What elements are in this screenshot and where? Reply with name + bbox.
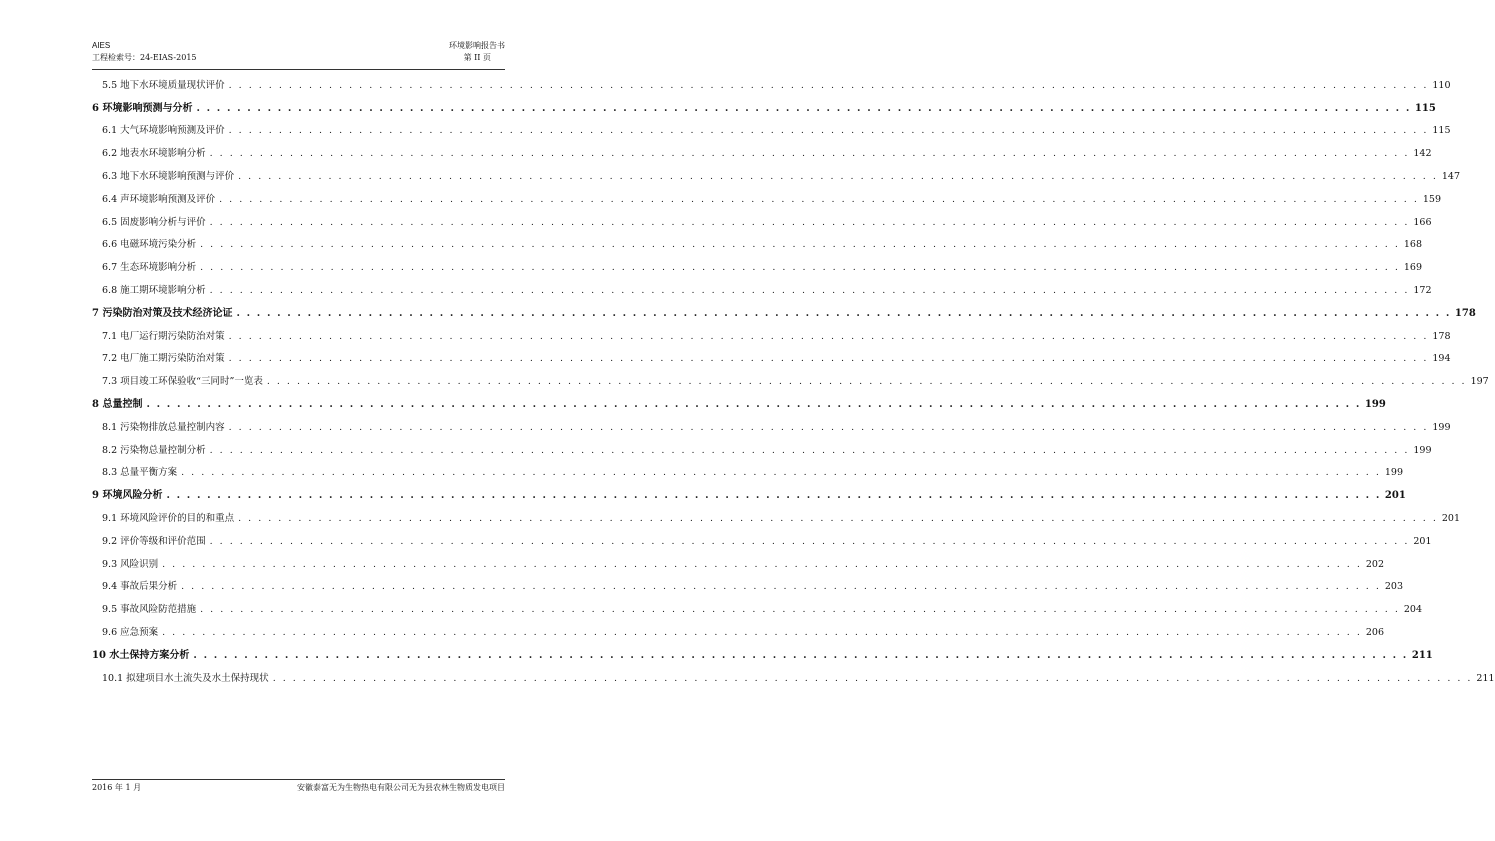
toc-entry-title: 10.1 拟建项目水土流失及水土保持现状 [102,672,269,684]
toc-section-entry[interactable] [92,319,1451,342]
toc-entry-title: 6.4 声环境影响预测及评价 [102,193,216,205]
toc-section-entry[interactable] [92,68,1451,91]
toc-dot-leader: . . . . . . . . . . . . . . . . . . . . . . . . . . . . . . . . . . . . . . . . . . . . . . . . . . . . . . . . . . . . . . . . . . . . . . . . . . . . . . . . . . . . . . . . . . . . . . . . . . . . . . . . . . . . . . . . . . . . . . . . [166,490,1381,502]
toc-dot-leader: . . . . . . . . . . . . . . . . . . . . . . . . . . . . . . . . . . . . . . . . . . . . . . . . . . . . . . . . . . . . . . . . . . . . . . . . . . . . . . . . . . . . . . . . . . . . . . . . . . . . . . . . . . . . . . . . . . . . . . . . [200,262,1400,274]
toc-entry-page: 201 [1413,535,1432,547]
toc-dot-leader: . . . . . . . . . . . . . . . . . . . . . . . . . . . . . . . . . . . . . . . . . . . . . . . . . . . . . . . . . . . . . . . . . . . . . . . . . . . . . . . . . . . . . . . . . . . . . . . . . . . . . . . . . . . . . . . . . . . . . . . . [228,421,1429,433]
toc-entry-page: 211 [1411,649,1433,661]
toc-dot-leader: . . . . . . . . . . . . . . . . . . . . . . . . . . . . . . . . . . . . . . . . . . . . . . . . . . . . . . . . . . . . . . . . . . . . . . . . . . . . . . . . . . . . . . . . . . . . . . . . . . . . . . . . . . . . . . . . . . . . . . . . [238,512,1438,524]
toc-entry-title: 8.2 污染物总量控制分析 [102,444,206,456]
toc-entry-page: 206 [1365,626,1385,638]
toc-entry-title: 10 水土保持方案分析 [92,649,190,661]
toc-dot-leader: . . . . . . . . . . . . . . . . . . . . . . . . . . . . . . . . . . . . . . . . . . . . . . . . . . . . . . . . . . . . . . . . . . . . . . . . . . . . . . . . . . . . . . . . . . . . . . . . . . . . . . . . . . . . . . . . . . . . . . . . [228,330,1429,342]
toc-entry-page: 147 [1441,170,1461,182]
toc-section-entry[interactable] [92,364,1489,388]
toc-dot-leader: . . . . . . . . . . . . . . . . . . . . . . . . . . . . . . . . . . . . . . . . . . . . . . . . . . . . . . . . . . . . . . . . . . . . . . . . . . . . . . . . . . . . . . . . . . . . . . . . . . . . . . . . . . . . . . . . . . . . . . . . [196,102,1411,114]
toc-entry-page: 201 [1441,512,1461,524]
toc-chapter-entry[interactable] [92,91,1436,114]
toc-entry-title: 7.1 电厂运行期污染防治对策 [102,330,225,342]
toc-section-entry[interactable] [92,250,1423,274]
toc-dot-leader: . . . . . . . . . . . . . . . . . . . . . . . . . . . . . . . . . . . . . . . . . . . . . . . . . . . . . . . . . . . . . . . . . . . . . . . . . . . . . . . . . . . . . . . . . . . . . . . . . . . . . . . . . . . . . . . . . . . . . . . . [236,307,1451,319]
toc-entry-page: 115 [1414,102,1436,114]
toc-entry-page: 204 [1403,604,1423,616]
toc-entry-page: 203 [1384,581,1404,593]
toc-entry-page: 201 [1384,490,1406,502]
toc-section-entry[interactable] [92,228,1423,251]
toc-dot-leader: . . . . . . . . . . . . . . . . . . . . . . . . . . . . . . . . . . . . . . . . . . . . . . . . . . . . . . . . . . . . . . . . . . . . . . . . . . . . . . . . . . . . . . . . . . . . . . . . . . . . . . . . . . . . . . . . . . . . . . . . [219,193,1419,205]
toc-entry-title: 6.1 大气环境影响预测及评价 [102,125,225,137]
footer-company: 安徽泰富无为生物热电有限公司无为县农林生物质发电项目 [297,783,505,792]
toc-entry-page: 178 [1454,307,1476,319]
footer-date: 2016 年 1 月 [92,783,142,792]
toc-dot-leader: . . . . . . . . . . . . . . . . . . . . . . . . . . . . . . . . . . . . . . . . . . . . . . . . . . . . . . . . . . . . . . . . . . . . . . . . . . . . . . . . . . . . . . . . . . . . . . . . . . . . . . . . . . . . . . . . . . . . . . . . [209,444,1410,456]
toc-section-entry[interactable] [92,524,1432,547]
page-footer [92,779,505,794]
toc-section-entry[interactable] [92,661,1495,684]
toc-entry-title: 5.5 地下水环境质量现状评价 [102,79,225,91]
toc-dot-leader: . . . . . . . . . . . . . . . . . . . . . . . . . . . . . . . . . . . . . . . . . . . . . . . . . . . . . . . . . . . . . . . . . . . . . . . . . . . . . . . . . . . . . . . . . . . . . . . . . . . . . . . . . . . . . . . . . . . . . . . . [228,79,1429,91]
toc-section-entry[interactable] [92,159,1461,182]
toc-section-entry[interactable] [92,342,1451,365]
toc-entry-page: 159 [1422,193,1442,205]
toc-dot-leader: . . . . . . . . . . . . . . . . . . . . . . . . . . . . . . . . . . . . . . . . . . . . . . . . . . . . . . . . . . . . . . . . . . . . . . . . . . . . . . . . . . . . . . . . . . . . . . . . . . . . . . . . . . . . . . . . . . . . . . . . [181,581,1381,593]
toc-dot-leader: . . . . . . . . . . . . . . . . . . . . . . . . . . . . . . . . . . . . . . . . . . . . . . . . . . . . . . . . . . . . . . . . . . . . . . . . . . . . . . . . . . . . . . . . . . . . . . . . . . . . . . . . . . . . . . . . . . . . . . . . [146,398,1361,410]
toc-section-entry[interactable] [92,592,1423,616]
toc-chapter-entry[interactable] [92,478,1406,502]
toc-section-entry[interactable] [92,273,1432,296]
toc-dot-leader: . . . . . . . . . . . . . . . . . . . . . . . . . . . . . . . . . . . . . . . . . . . . . . . . . . . . . . . . . . . . . . . . . . . . . . . . . . . . . . . . . . . . . . . . . . . . . . . . . . . . . . . . . . . . . . . . . . . . . . . . [209,216,1410,228]
toc-entry-title: 7.3 项目竣工环保验收“三同时”一览表 [102,376,263,388]
toc-chapter-entry[interactable] [92,638,1433,661]
toc-dot-leader: . . . . . . . . . . . . . . . . . . . . . . . . . . . . . . . . . . . . . . . . . . . . . . . . . . . . . . . . . . . . . . . . . . . . . . . . . . . . . . . . . . . . . . . . . . . . . . . . . . . . . . . . . . . . . . . . . . . . . . . . [266,376,1467,388]
project-number: 工程检索号：24-EIAS-2015 [92,53,197,62]
toc-entry-title: 6.6 电磁环境污染分析 [102,239,197,251]
toc-dot-leader: . . . . . . . . . . . . . . . . . . . . . . . . . . . . . . . . . . . . . . . . . . . . . . . . . . . . . . . . . . . . . . . . . . . . . . . . . . . . . . . . . . . . . . . . . . . . . . . . . . . . . . . . . . . . . . . . . . . . . . . . [209,535,1410,547]
toc-section-entry[interactable] [92,433,1432,456]
toc-entry-title: 8 总量控制 [92,398,143,410]
toc-entry-title: 6.8 施工期环境影响分析 [102,284,206,296]
toc-dot-leader: . . . . . . . . . . . . . . . . . . . . . . . . . . . . . . . . . . . . . . . . . . . . . . . . . . . . . . . . . . . . . . . . . . . . . . . . . . . . . . . . . . . . . . . . . . . . . . . . . . . . . . . . . . . . . . . . . . . . . . . . [162,558,1362,570]
toc-dot-leader: . . . . . . . . . . . . . . . . . . . . . . . . . . . . . . . . . . . . . . . . . . . . . . . . . . . . . . . . . . . . . . . . . . . . . . . . . . . . . . . . . . . . . . . . . . . . . . . . . . . . . . . . . . . . . . . . . . . . . . . . [228,125,1429,137]
toc-dot-leader: . . . . . . . . . . . . . . . . . . . . . . . . . . . . . . . . . . . . . . . . . . . . . . . . . . . . . . . . . . . . . . . . . . . . . . . . . . . . . . . . . . . . . . . . . . . . . . . . . . . . . . . . . . . . . . . . . . . . . . . . [228,353,1429,365]
toc-dot-leader: . . . . . . . . . . . . . . . . . . . . . . . . . . . . . . . . . . . . . . . . . . . . . . . . . . . . . . . . . . . . . . . . . . . . . . . . . . . . . . . . . . . . . . . . . . . . . . . . . . . . . . . . . . . . . . . . . . . . . . . . [181,467,1381,479]
toc-entry-page: 178 [1432,330,1451,342]
toc-chapter-entry[interactable] [92,387,1386,410]
document-type: 环境影响报告书 [449,41,505,50]
toc-entry-page: 199 [1384,467,1404,479]
toc-section-entry[interactable] [92,615,1385,638]
toc-section-entry[interactable] [92,114,1451,137]
toc-entry-title: 9.2 评价等级和评价范围 [102,535,206,547]
toc-section-entry[interactable] [92,501,1461,524]
toc-entry-page: 194 [1432,353,1451,365]
toc-entry-title: 9.4 事故后果分析 [102,581,178,593]
toc-entry-title: 8.3 总量平衡方案 [102,467,178,479]
toc-dot-leader: . . . . . . . . . . . . . . . . . . . . . . . . . . . . . . . . . . . . . . . . . . . . . . . . . . . . . . . . . . . . . . . . . . . . . . . . . . . . . . . . . . . . . . . . . . . . . . . . . . . . . . . . . . . . . . . . . . . . . . . . [209,148,1410,160]
toc-entry-title: 6.7 生态环境影响分析 [102,262,197,274]
toc-dot-leader: . . . . . . . . . . . . . . . . . . . . . . . . . . . . . . . . . . . . . . . . . . . . . . . . . . . . . . . . . . . . . . . . . . . . . . . . . . . . . . . . . . . . . . . . . . . . . . . . . . . . . . . . . . . . . . . . . . . . . . . . [162,626,1362,638]
toc-entry-page: 172 [1413,284,1432,296]
toc-entry-title: 8.1 污染物排放总量控制内容 [102,421,225,433]
toc-dot-leader: . . . . . . . . . . . . . . . . . . . . . . . . . . . . . . . . . . . . . . . . . . . . . . . . . . . . . . . . . . . . . . . . . . . . . . . . . . . . . . . . . . . . . . . . . . . . . . . . . . . . . . . . . . . . . . . . . . . . . . . . [272,672,1473,684]
toc-dot-leader: . . . . . . . . . . . . . . . . . . . . . . . . . . . . . . . . . . . . . . . . . . . . . . . . . . . . . . . . . . . . . . . . . . . . . . . . . . . . . . . . . . . . . . . . . . . . . . . . . . . . . . . . . . . . . . . . . . . . . . . . [238,170,1438,182]
page-number-label: 第 II 页 [463,53,491,62]
page-header [92,41,505,70]
toc-entry-page: 202 [1365,558,1385,570]
toc-dot-leader: . . . . . . . . . . . . . . . . . . . . . . . . . . . . . . . . . . . . . . . . . . . . . . . . . . . . . . . . . . . . . . . . . . . . . . . . . . . . . . . . . . . . . . . . . . . . . . . . . . . . . . . . . . . . . . . . . . . . . . . . [200,239,1400,251]
toc-entry-page: 110 [1432,79,1451,91]
toc-entry-page: 199 [1432,421,1451,433]
toc-entry-title: 6.5 固废影响分析与评价 [102,216,206,228]
toc-entry-page: 169 [1403,262,1423,274]
toc-entry-title: 6 环境影响预测与分析 [92,102,193,114]
toc-dot-leader: . . . . . . . . . . . . . . . . . . . . . . . . . . . . . . . . . . . . . . . . . . . . . . . . . . . . . . . . . . . . . . . . . . . . . . . . . . . . . . . . . . . . . . . . . . . . . . . . . . . . . . . . . . . . . . . . . . . . . . . . [209,284,1410,296]
toc-entry-page: 197 [1470,376,1489,388]
toc-entry-page: 211 [1476,672,1495,684]
toc-entry-page: 199 [1364,398,1386,410]
toc-entry-page: 168 [1403,239,1423,251]
toc-section-entry[interactable] [92,547,1385,570]
toc-section-entry[interactable] [92,456,1404,479]
toc-section-entry[interactable] [92,570,1404,593]
toc-entry-title: 7 污染防治对策及技术经济论证 [92,307,233,319]
toc-entry-page: 199 [1413,444,1432,456]
toc-entry-page: 166 [1413,216,1432,228]
toc-entry-title: 6.2 地表水环境影响分析 [102,148,206,160]
toc-entry-title: 9.6 应急预案 [102,626,159,638]
toc-entry-page: 115 [1432,125,1451,137]
toc-section-entry[interactable] [92,205,1432,228]
toc-section-entry[interactable] [92,182,1442,205]
toc-entry-title: 9 环境风险分析 [92,490,163,502]
toc-dot-leader: . . . . . . . . . . . . . . . . . . . . . . . . . . . . . . . . . . . . . . . . . . . . . . . . . . . . . . . . . . . . . . . . . . . . . . . . . . . . . . . . . . . . . . . . . . . . . . . . . . . . . . . . . . . . . . . . . . . . . . . . [193,649,1408,661]
table-of-contents [92,68,1495,684]
org-name: AIES [92,41,111,50]
toc-entry-title: 9.3 风险识别 [102,558,159,570]
toc-entry-title: 7.2 电厂施工期污染防治对策 [102,353,225,365]
toc-entry-title: 9.1 环境风险评价的目的和重点 [102,512,235,524]
toc-section-entry[interactable] [92,136,1432,160]
toc-dot-leader: . . . . . . . . . . . . . . . . . . . . . . . . . . . . . . . . . . . . . . . . . . . . . . . . . . . . . . . . . . . . . . . . . . . . . . . . . . . . . . . . . . . . . . . . . . . . . . . . . . . . . . . . . . . . . . . . . . . . . . . . [200,604,1400,616]
toc-chapter-entry[interactable] [92,296,1476,319]
toc-section-entry[interactable] [92,410,1451,433]
toc-entry-title: 6.3 地下水环境影响预测与评价 [102,170,235,182]
toc-entry-title: 9.5 事故风险防范措施 [102,604,197,616]
toc-entry-page: 142 [1413,148,1432,160]
